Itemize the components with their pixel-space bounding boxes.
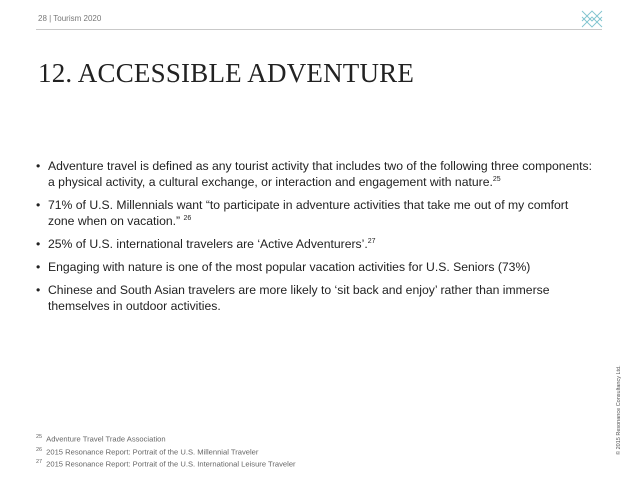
- bullet-list: [36, 158, 592, 321]
- footnote-ref: 25: [492, 175, 501, 183]
- footnote-ref: 27: [367, 237, 376, 245]
- copyright-notice: © 2015 Resonance Consultancy Ltd.: [616, 365, 622, 455]
- bullet-item: [36, 236, 592, 252]
- bullet-text: 25% of U.S. international travelers are ‘Active Adventurers’.: [48, 237, 368, 251]
- footnote-text: 2015 Resonance Report: Portrait of the U.S. Millennial Traveler: [46, 447, 259, 457]
- lattice-logo-icon: [581, 8, 603, 30]
- header-divider: [36, 29, 602, 30]
- bullet-text: Chinese and South Asian travelers are more likely to ‘sit back and enjoy’ rather than immerse themselves in outdoor activities.: [48, 283, 550, 313]
- footnote-number: 26: [36, 446, 43, 453]
- footnote-text: 2015 Resonance Report: Portrait of the U.S. International Leisure Traveler: [46, 459, 296, 469]
- footnotes: [36, 432, 296, 470]
- bullet-dot-icon: •: [36, 260, 41, 274]
- footnote-number: 25: [36, 434, 43, 440]
- footnote-number: 27: [36, 459, 43, 466]
- bullet-text: Engaging with nature is one of the most popular vacation activities for U.S. Seniors (73%): [48, 260, 531, 274]
- bullet-item: [36, 282, 592, 314]
- page-header: 28 | Tourism 2020: [38, 14, 102, 23]
- bullet-dot-icon: •: [36, 198, 41, 212]
- bullet-dot-icon: •: [36, 237, 41, 251]
- bullet-dot-icon: •: [36, 159, 41, 173]
- footnote-ref: 26: [183, 214, 192, 222]
- footnote: [36, 457, 296, 470]
- footnote: [36, 445, 296, 458]
- footnote: [36, 432, 296, 445]
- bullet-item: [36, 259, 592, 275]
- bullet-text: 71% of U.S. Millennials want “to participate in adventure activities that take me out of my comfort zone when on vacation.”: [48, 198, 569, 228]
- bullet-dot-icon: •: [36, 283, 41, 297]
- bullet-item: [36, 197, 592, 229]
- footnote-text: Adventure Travel Trade Association: [46, 434, 166, 444]
- bullet-text: Adventure travel is defined as any tourist activity that includes two of the following three components: a physical activity, a cultural exchange, or interaction and engagement with nature.: [48, 159, 592, 189]
- page-title: 12. ACCESSIBLE ADVENTURE: [38, 58, 415, 88]
- bullet-item: [36, 158, 592, 190]
